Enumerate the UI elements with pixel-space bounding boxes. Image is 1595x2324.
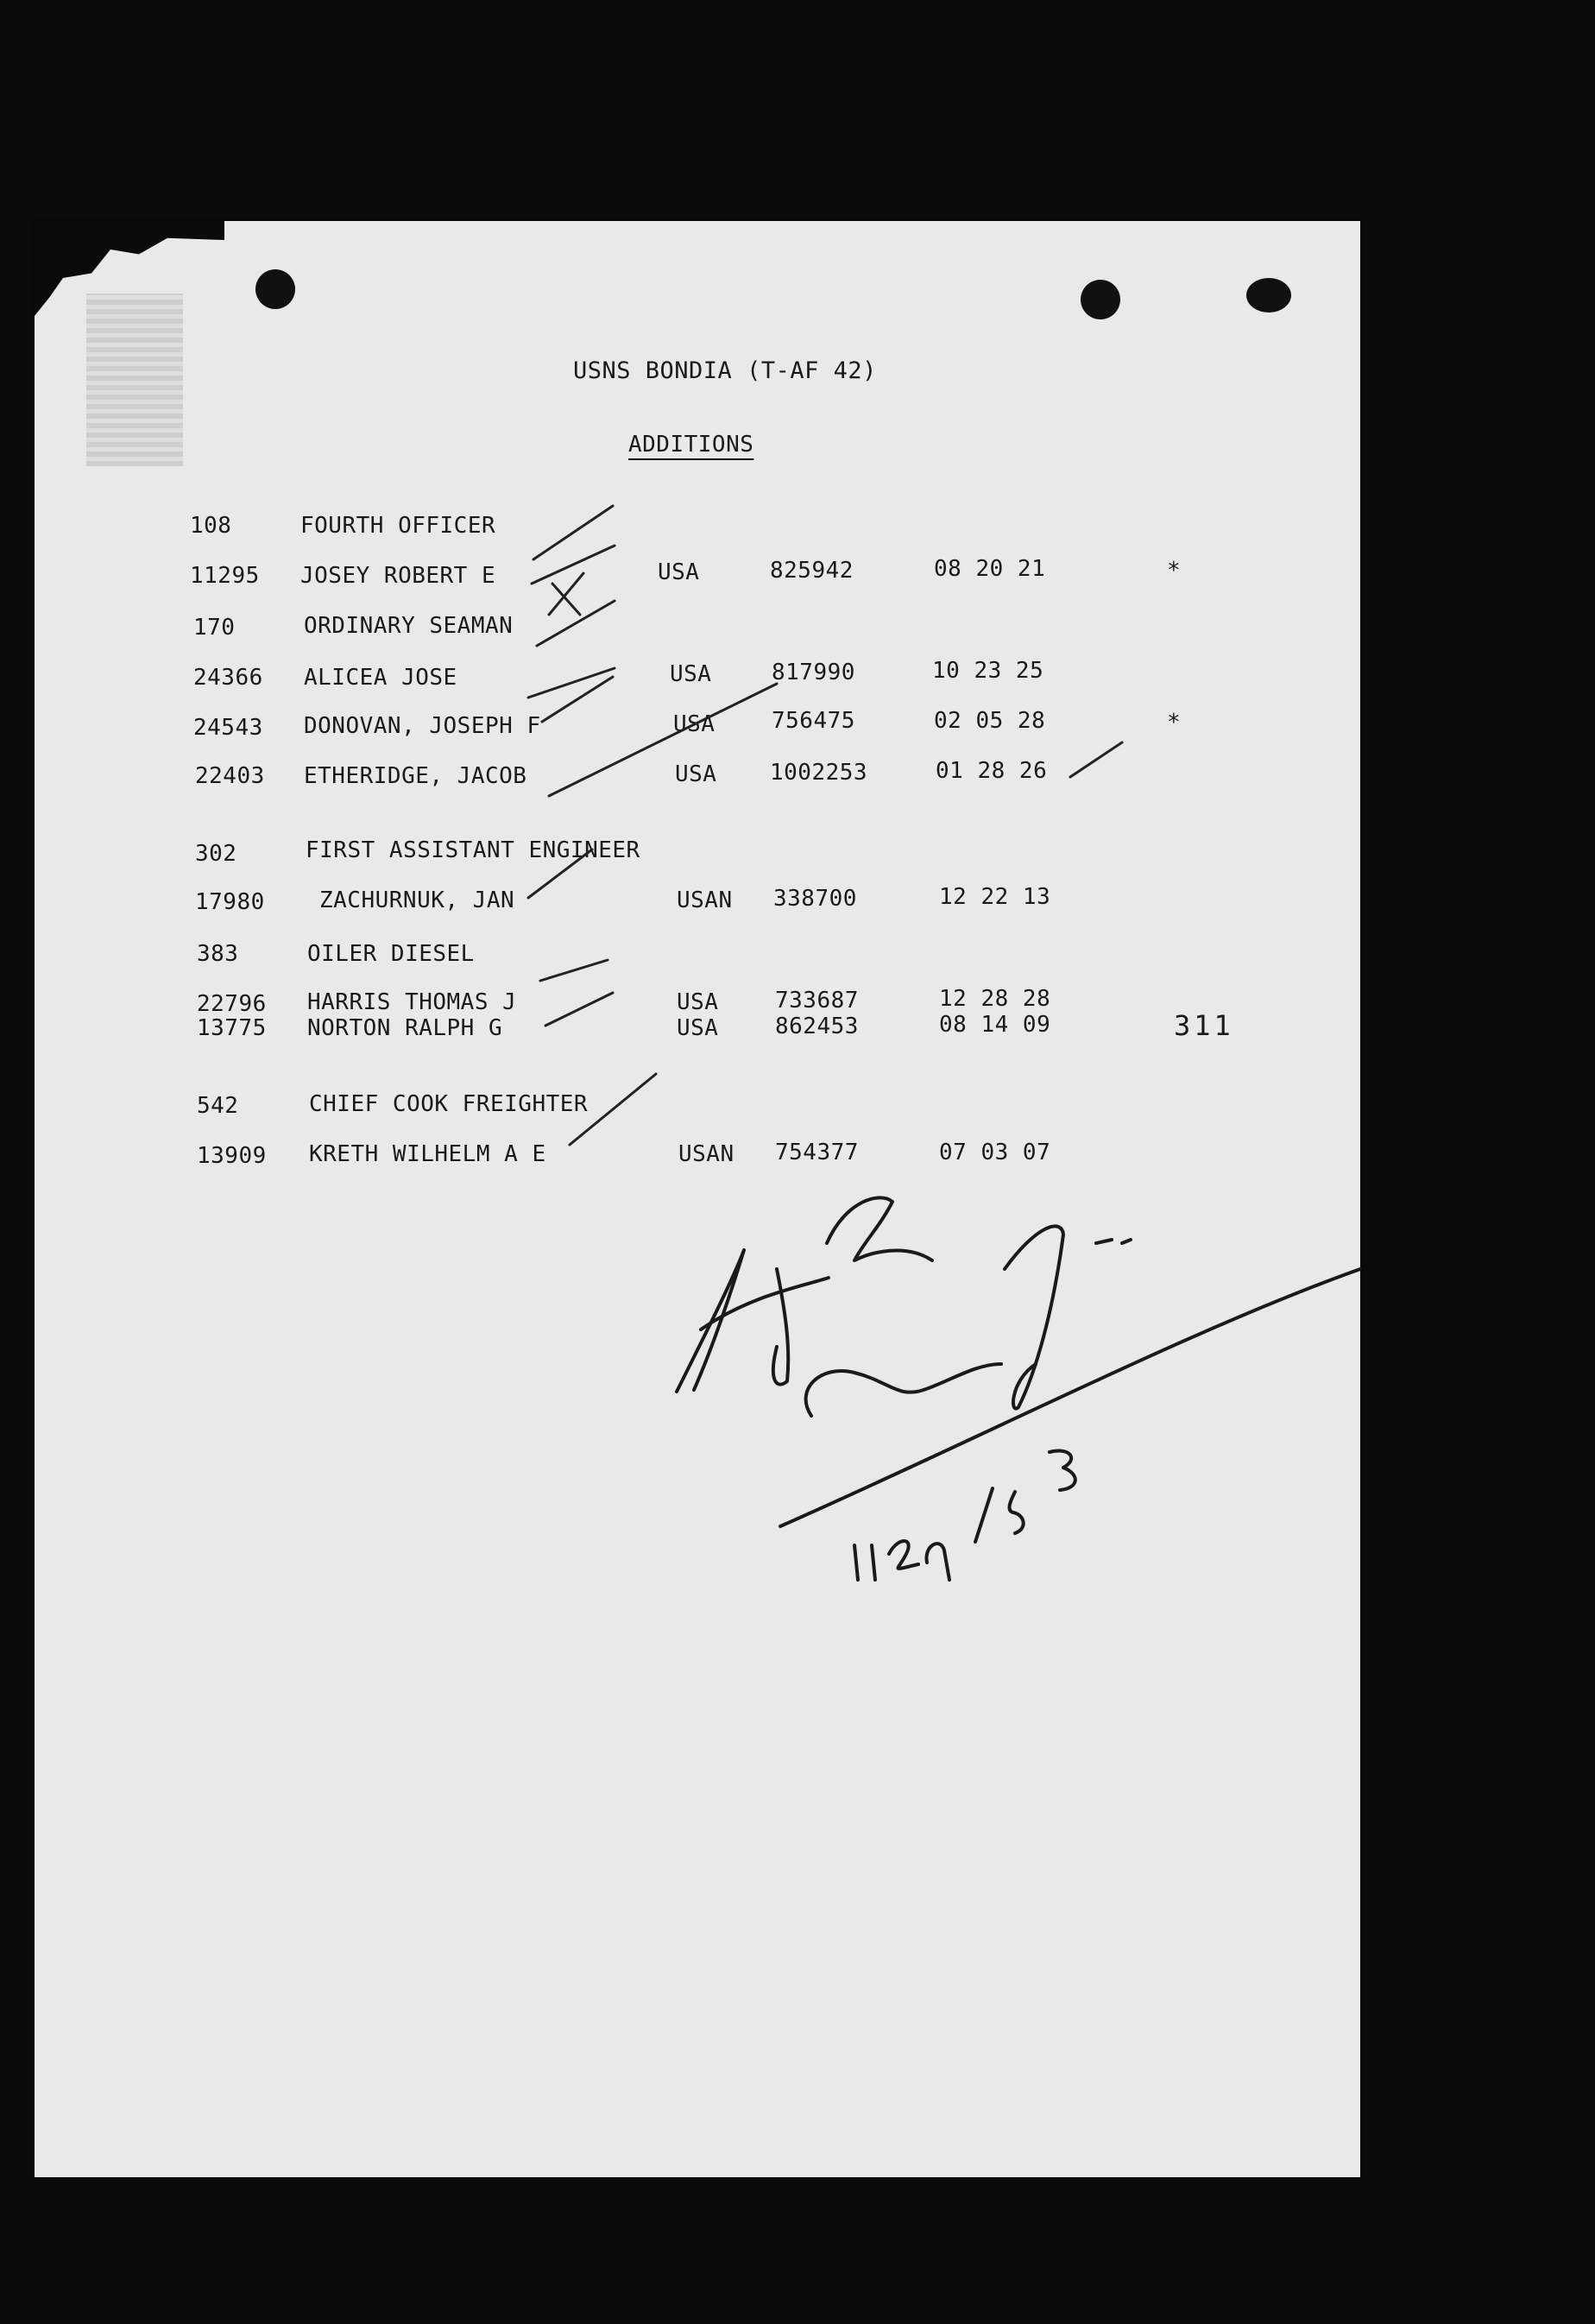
position-title: ORDINARY SEAMAN — [304, 613, 514, 639]
document-title: USNS BONDIA (T-AF 42) — [573, 357, 877, 384]
crew-id: 24366 — [193, 665, 263, 691]
crew-citizenship: USAN — [678, 1141, 734, 1167]
page-number: 311 — [1174, 1009, 1234, 1042]
crew-note: * — [1167, 558, 1182, 584]
crew-name: NORTON RALPH G — [307, 1015, 503, 1041]
crew-id: 13775 — [197, 1015, 267, 1041]
crew-id: 11295 — [190, 563, 260, 589]
crew-name: ETHERIDGE, JACOB — [304, 763, 527, 789]
position-title: OILER DIESEL — [307, 941, 475, 967]
crew-id: 22796 — [197, 991, 267, 1017]
position-code: 170 — [193, 615, 236, 641]
crew-name: ZACHURNUK, JAN — [319, 887, 515, 913]
crew-name: ALICEA JOSE — [304, 665, 457, 691]
crew-citizenship: USA — [673, 711, 716, 737]
position-code: 302 — [195, 841, 237, 867]
crew-date: 08 20 21 — [934, 556, 1046, 582]
position-code: 108 — [190, 513, 232, 539]
crew-name: KRETH WILHELM A E — [309, 1141, 546, 1167]
crew-id: 17980 — [195, 889, 265, 915]
crew-number: 862453 — [775, 1014, 859, 1039]
crew-number: 756475 — [772, 708, 855, 734]
crew-date: 07 03 07 — [939, 1140, 1051, 1165]
position-code: 542 — [197, 1093, 239, 1119]
position-title: FOURTH OFFICER — [300, 513, 496, 539]
position-title: FIRST ASSISTANT ENGINEER — [306, 837, 640, 863]
crew-date: 01 28 26 — [936, 758, 1048, 784]
crew-number: 733687 — [775, 988, 859, 1014]
crew-citizenship: USA — [677, 989, 719, 1015]
crew-citizenship: USA — [658, 559, 700, 585]
crew-date: 12 28 28 — [939, 986, 1051, 1012]
crew-id: 22403 — [195, 763, 265, 789]
crew-number: 1002253 — [770, 760, 868, 786]
crew-date: 08 14 09 — [939, 1012, 1051, 1038]
crew-name: DONOVAN, JOSEPH F — [304, 713, 541, 739]
crew-id: 24543 — [193, 715, 263, 741]
crew-id: 13909 — [197, 1143, 267, 1169]
crew-citizenship: USA — [677, 1015, 719, 1041]
crew-name: JOSEY ROBERT E — [300, 563, 496, 589]
crew-citizenship: USAN — [677, 887, 733, 913]
crew-date: 02 05 28 — [934, 708, 1046, 734]
position-code: 383 — [197, 941, 239, 967]
crew-number: 338700 — [773, 886, 857, 912]
crew-number: 825942 — [770, 558, 854, 584]
crew-citizenship: USA — [675, 761, 717, 787]
crew-citizenship: USA — [670, 661, 712, 687]
crew-date: 10 23 25 — [932, 658, 1044, 684]
crew-name: HARRIS THOMAS J — [307, 989, 517, 1015]
crew-date: 12 22 13 — [939, 884, 1051, 910]
crew-number: 754377 — [775, 1140, 859, 1165]
crew-note: * — [1167, 710, 1182, 736]
section-heading: ADDITIONS — [628, 432, 754, 458]
crew-number: 817990 — [772, 660, 855, 685]
position-title: CHIEF COOK FREIGHTER — [309, 1091, 589, 1117]
